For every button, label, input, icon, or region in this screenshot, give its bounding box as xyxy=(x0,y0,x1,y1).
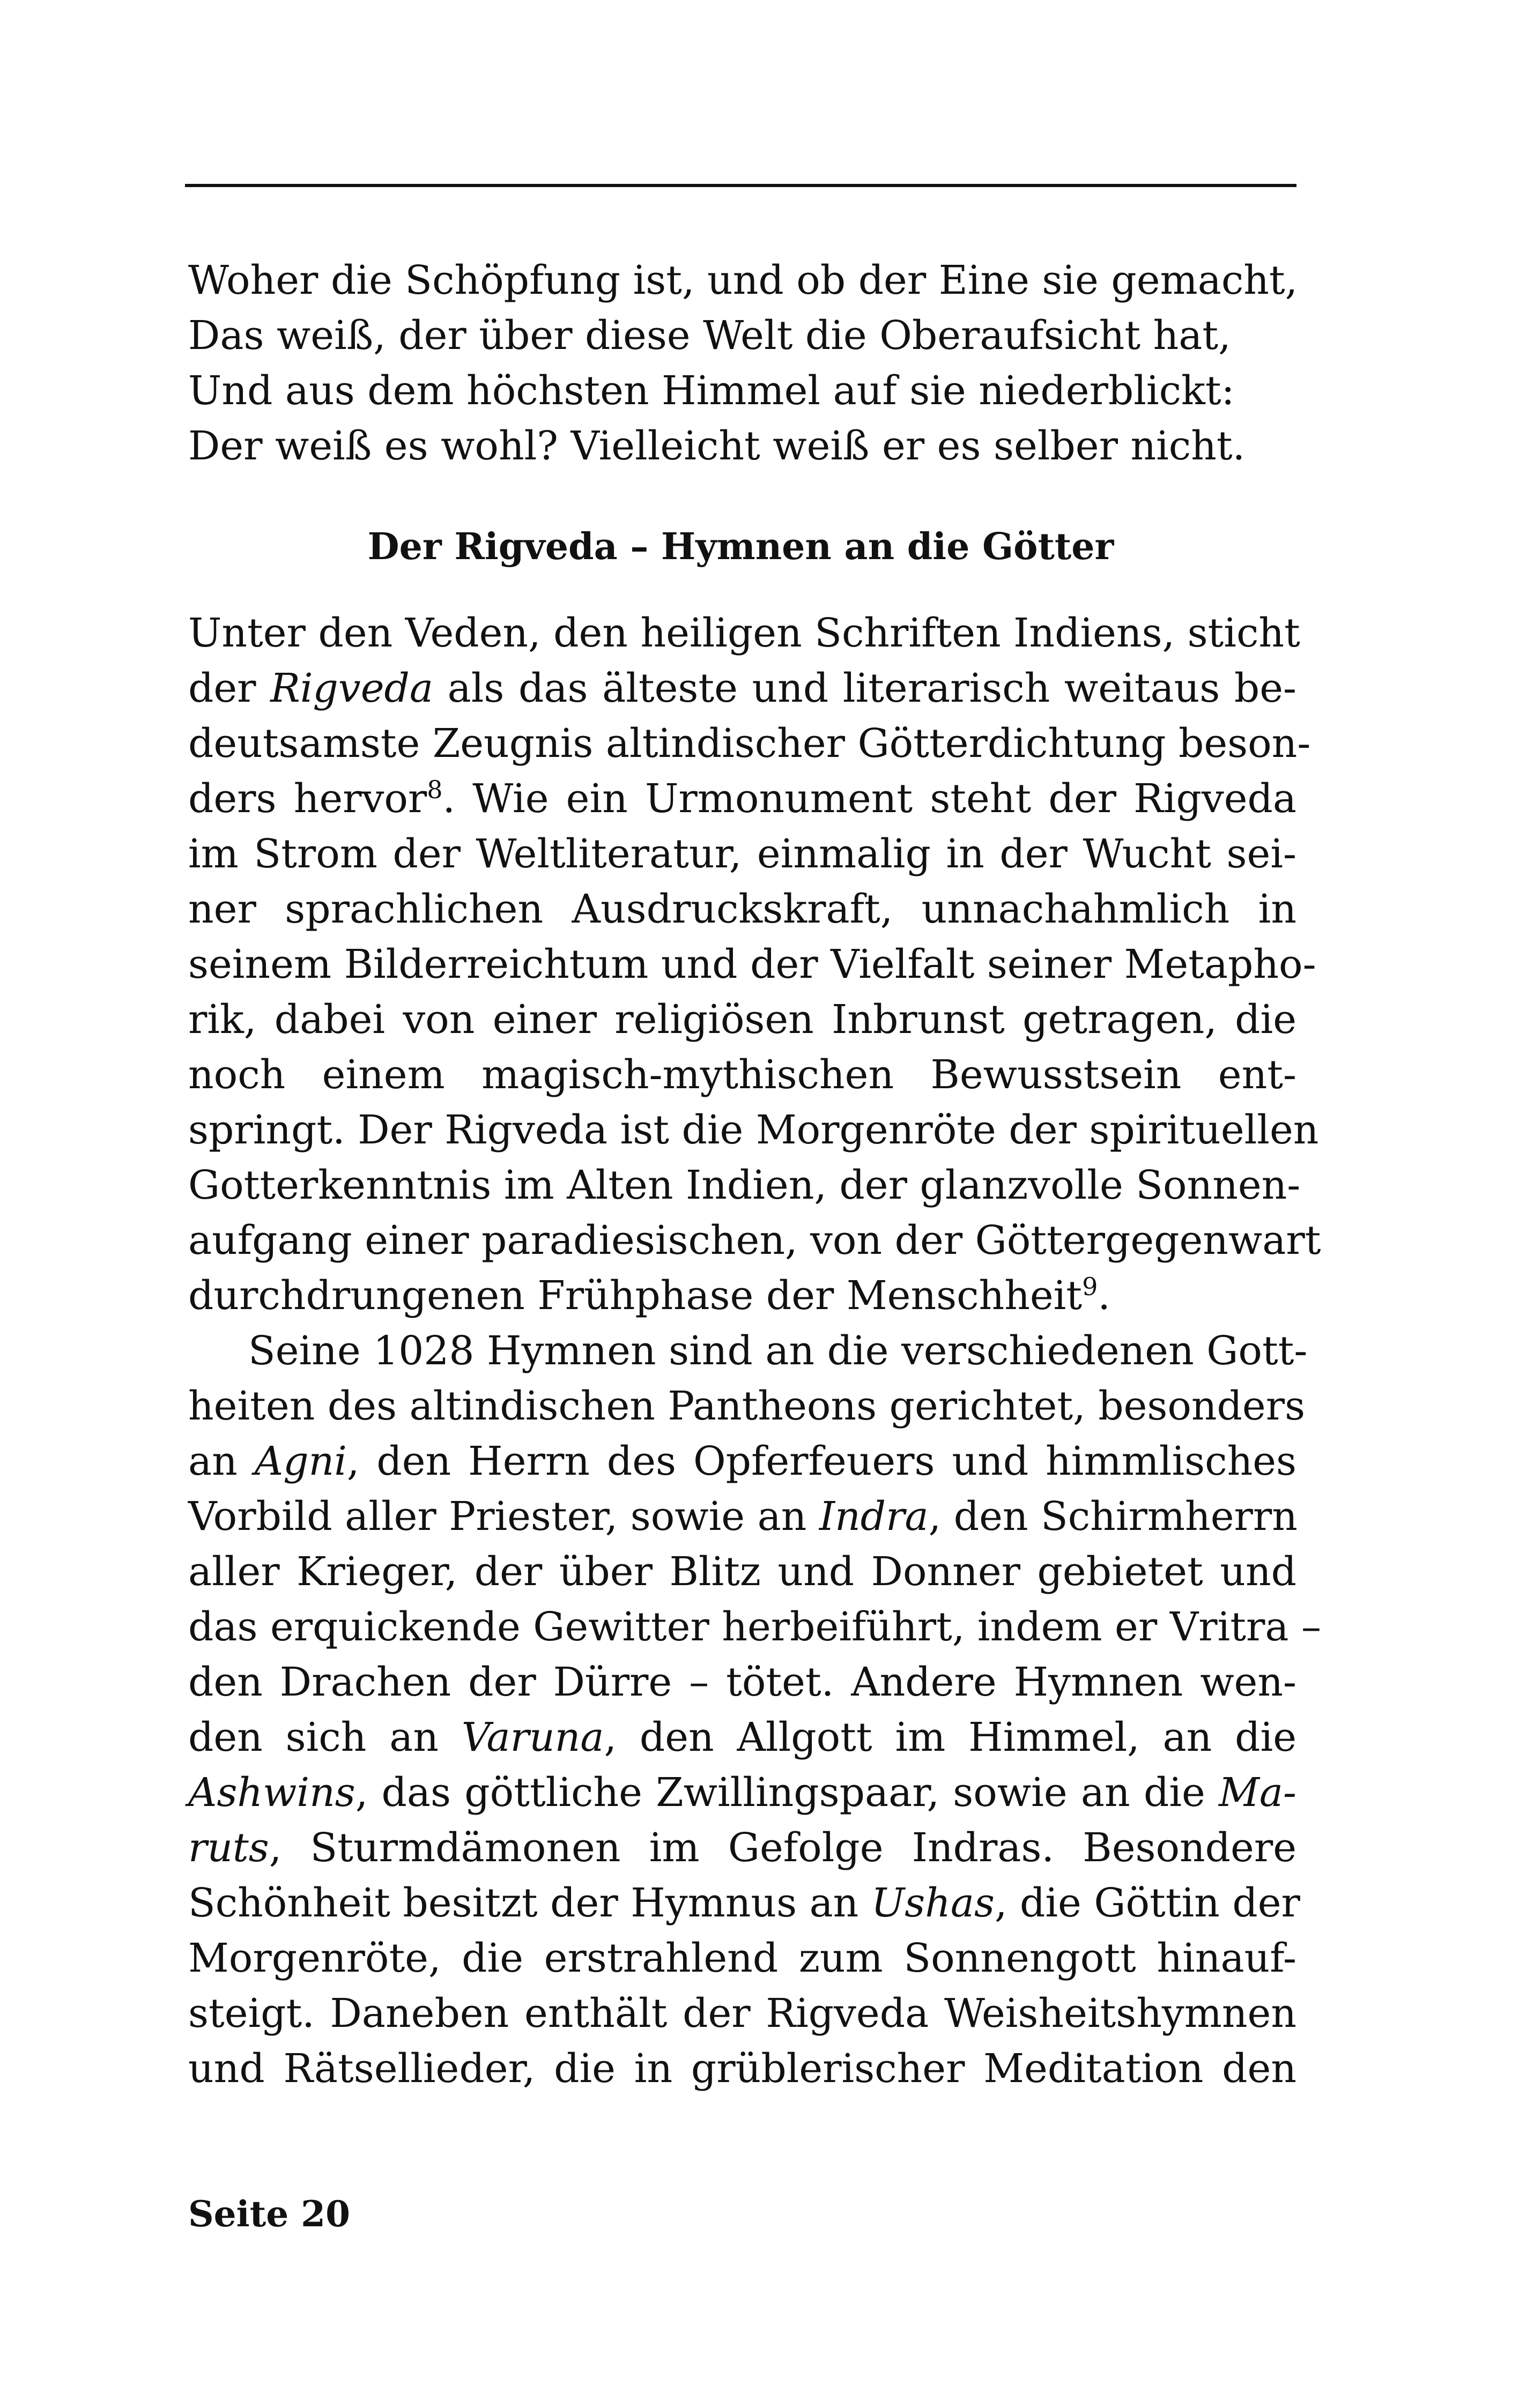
text-segment: steigt. Daneben enthält der Rigveda Weisheitshymnen xyxy=(188,1990,1296,2037)
text-line xyxy=(188,1931,1296,1986)
text-line xyxy=(188,1489,1296,1544)
poem-line: Und aus dem höchsten Himmel auf sie niederblickt: xyxy=(188,368,1235,414)
italic-term: Ma- xyxy=(1219,1770,1296,1816)
italic-term: Ashwins xyxy=(188,1770,355,1816)
text-line xyxy=(188,771,1296,827)
text-segment: , die Göttin der xyxy=(994,1880,1300,1926)
text-segment: der xyxy=(188,665,271,711)
text-segment: Gotterkenntnis im Alten Indien, der glanzvolle Sonnen- xyxy=(188,1162,1301,1208)
text-segment: Schönheit besitzt der Hymnus an xyxy=(188,1880,871,1926)
section-heading: Der Rigveda – Hymnen an die Götter xyxy=(367,525,1114,568)
text-line xyxy=(188,882,1296,937)
footnote-marker: 8 xyxy=(427,775,443,804)
text-segment: als das älteste und literarisch weitaus be- xyxy=(433,665,1296,711)
text-segment: . Wie ein Urmonument steht der Rigveda xyxy=(442,776,1296,822)
text-line xyxy=(188,1379,1306,1434)
italic-term: Ushas xyxy=(871,1880,995,1926)
italic-term: Rigveda xyxy=(270,665,433,711)
text-line xyxy=(188,1876,1300,1931)
text-segment: springt. Der Rigveda ist die Morgenröte der spirituellen xyxy=(188,1107,1319,1153)
text-segment: den sich an xyxy=(188,1714,462,1760)
text-segment: aufgang einer paradiesischen, von der Göttergegenwart xyxy=(188,1217,1321,1264)
text-segment: , Sturmdämonen im Gefolge Indras. Besondere xyxy=(269,1825,1296,1871)
text-line xyxy=(188,1268,1296,1324)
text-segment: Seine 1028 Hymnen sind an die verschiedenen Gott- xyxy=(248,1328,1308,1374)
text-line xyxy=(188,937,1316,992)
italic-term: Varuna xyxy=(461,1714,604,1760)
body-paragraphs xyxy=(188,606,1321,2097)
text-segment: , den Allgott im Himmel, an die xyxy=(604,1714,1296,1760)
poem-line: Das weiß, der über diese Welt die Oberaufsicht hat, xyxy=(188,313,1231,359)
text-line xyxy=(188,1103,1319,1158)
page-number: Seite 20 xyxy=(188,2193,351,2235)
text-line xyxy=(188,661,1296,716)
text-line xyxy=(188,1710,1296,1765)
text-line xyxy=(188,1765,1296,1820)
italic-term: Agni xyxy=(254,1438,347,1484)
text-line xyxy=(188,1434,1296,1489)
text-line xyxy=(188,1655,1296,1710)
text-segment: den Drachen der Dürre – tötet. Andere Hymnen wen- xyxy=(188,1659,1296,1705)
text-segment: Morgenröte, die erstrahlend zum Sonnengott hinauf- xyxy=(188,1935,1296,1981)
text-line xyxy=(188,606,1300,661)
text-segment: , das göttliche Zwillingspaar, sowie an die xyxy=(355,1770,1219,1816)
text-segment: Unter den Veden, den heiligen Schriften Indiens, sticht xyxy=(188,610,1300,656)
text-line xyxy=(188,992,1296,1047)
text-segment: noch einem magisch-mythischen Bewusstsein ent- xyxy=(188,1052,1296,1098)
text-segment: an xyxy=(188,1438,255,1484)
text-line xyxy=(188,1986,1296,2041)
italic-term: Indra xyxy=(819,1493,929,1540)
text-line xyxy=(188,1324,1308,1379)
footnote-marker: 9 xyxy=(1082,1272,1098,1301)
text-line xyxy=(188,827,1296,882)
text-segment: deutsamste Zeugnis altindischer Götterdichtung beson- xyxy=(188,720,1311,767)
text-line xyxy=(188,1047,1296,1103)
poem-stanza xyxy=(188,253,1314,474)
text-segment: seinem Bilderreichtum und der Vielfalt seiner Metapho- xyxy=(188,941,1316,987)
text-segment: ders hervor xyxy=(188,776,427,822)
poem-line: Woher die Schöpfung ist, und ob der Eine sie gemacht, xyxy=(188,257,1298,303)
text-segment: das erquickende Gewitter herbeiführt, indem er Vritra – xyxy=(188,1604,1321,1650)
text-line xyxy=(188,1600,1321,1655)
text-segment: , den Herrn des Opferfeuers und himmlisches xyxy=(346,1438,1296,1484)
text-line xyxy=(188,2041,1296,2097)
text-line xyxy=(188,716,1311,771)
header-rule xyxy=(185,184,1296,187)
italic-term: ruts xyxy=(188,1825,269,1871)
text-line xyxy=(188,1544,1296,1600)
text-segment: rik, dabei von einer religiösen Inbrunst getragen, die xyxy=(188,997,1296,1043)
text-segment: durchdrungenen Frühphase der Menschheit xyxy=(188,1273,1083,1319)
text-segment: aller Krieger, der über Blitz und Donner gebietet und xyxy=(188,1549,1296,1595)
text-segment: , den Schirmherrn xyxy=(928,1493,1298,1540)
text-line xyxy=(188,1158,1301,1213)
text-segment: und Rätsellieder, die in grüblerischer Meditation den xyxy=(188,2046,1296,2092)
text-line xyxy=(188,1820,1296,1876)
text-segment: ner sprachlichen Ausdruckskraft, unnachahmlich in xyxy=(188,886,1296,932)
text-segment: . xyxy=(1098,1273,1110,1319)
text-segment: heiten des altindischen Pantheons gerichtet, besonders xyxy=(188,1383,1306,1429)
poem-line: Der weiß es wohl? Vielleicht weiß er es selber nicht. xyxy=(188,423,1246,469)
text-line xyxy=(188,1213,1321,1268)
text-segment: im Strom der Weltliteratur, einmalig in der Wucht sei- xyxy=(188,831,1296,877)
text-segment: Vorbild aller Priester, sowie an xyxy=(188,1493,819,1540)
